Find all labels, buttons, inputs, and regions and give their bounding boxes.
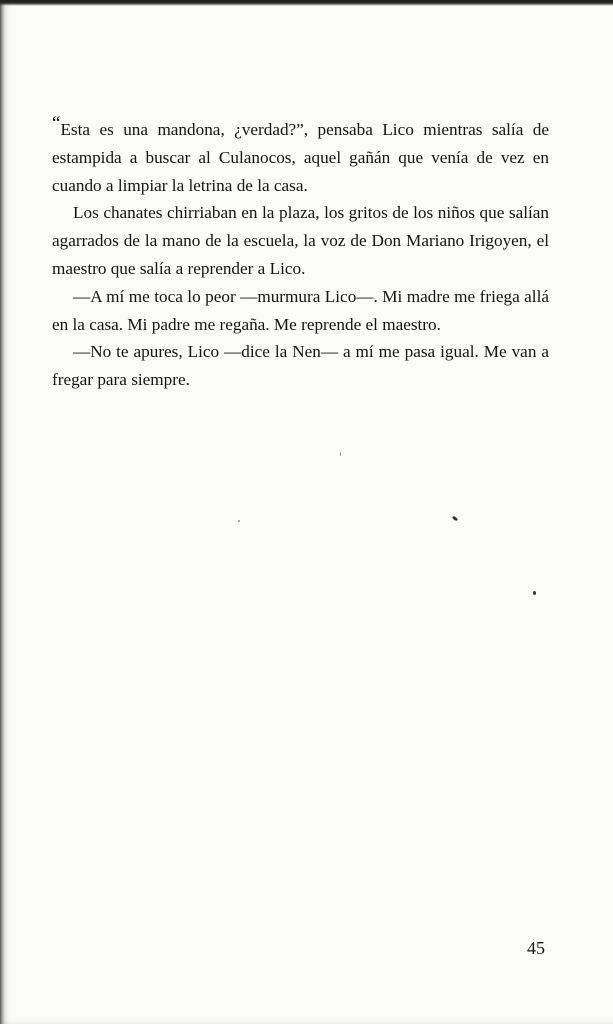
paragraph-2: Los chanates chirriaban en la plaza, los gritos de los niños que salían agarrados de la mano de la escuela, la voz de Don Mariano Irigoyen, el maestro que salía a reprender a Lico.	[52, 203, 549, 278]
body-text	[52, 112, 549, 394]
scan-speck	[238, 520, 240, 522]
scan-speck	[340, 452, 341, 456]
paragraph-4: —No te apures, Lico —dice la Nen— a mí me pasa igual. Me van a fregar para siempre.	[52, 342, 549, 390]
top-edge-rule	[0, 0, 613, 6]
scan-speck	[452, 516, 459, 522]
opening-quote: “	[52, 113, 60, 134]
scan-speck	[533, 591, 536, 595]
paragraph-3: —A mí me toca lo peor —murmura Lico—. Mi madre me friega allá en la casa. Mi padre me regaña. Me reprende el maestro.	[52, 286, 549, 334]
paragraph-1	[52, 113, 549, 199]
page-number: 45	[527, 938, 545, 958]
paragraph-1-text: Esta es una mandona, ¿verdad?”, pensaba Lico mientras salía de estampida a buscar al Culanocos, aquel gañán que venía de vez en cuando a limpiar la letrina de la casa.	[52, 120, 549, 195]
page-spine-shadow	[0, 0, 5, 1024]
